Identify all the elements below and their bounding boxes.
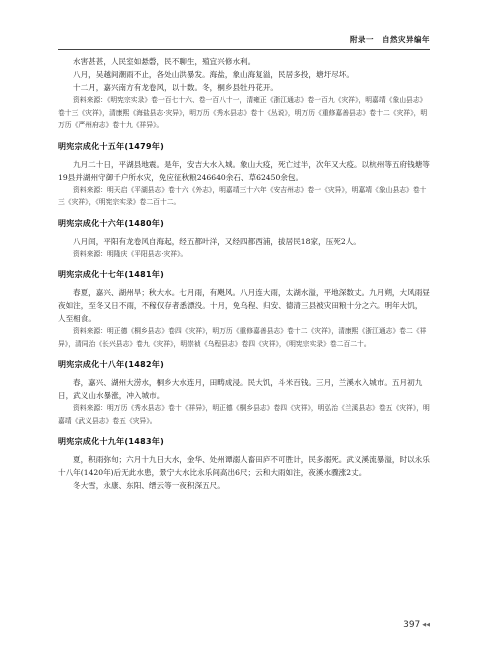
year-section [58,359,430,427]
paragraph: 八月闰，平阳有龙卷风自海起，经五都叶洋，又经四都西浦，拔居民18家，压死2人。 [73,236,361,246]
running-header: 附录一 自然灾异编年 [58,34,430,50]
page-number: 397 [403,620,421,630]
source-citation: 资料来源：明正德《桐乡县志》卷四《灾祥》，明万历《重修嘉善县志》卷十二《灾祥》，清康熙《浙江通志》卷二《祥异》，清同治《长兴县志》卷九《灾祥》，明崇祯《乌程县志》卷四《灾祥》，《明宪宗实录》卷二百二十。 [58,327,427,348]
intro-block [58,55,430,132]
paragraph: 夏，积雨弥旬；六月十九日大水，金华、处州谭溺人畜田庐不可胜计，民多溺死。武义溪流暴溢，时以永乐十八年(1420年)后无此水患，景宁大水比永乐间高出6尺；云和大雨如注，夜溪水骤涨2丈。 [58,455,430,477]
section-title: 明宪宗成化十九年(1483年) [58,437,165,446]
year-section [58,218,430,261]
source-citation: 资料来源：明万历《秀水县志》卷十《祥异》，明正德《桐乡县志》卷四《灾祥》，明弘治《兰溪县志》卷五《灾祥》，明嘉靖《武义县志》卷五《灾异》。 [58,404,430,425]
section-title: 明宪宗成化十五年(1479年) [58,141,165,151]
section-title: 明宪宗成化十六年(1480年) [58,218,165,228]
page-footer [403,620,430,630]
sections-container [58,141,430,493]
year-section [58,141,430,209]
section-title: 明宪宗成化十八年(1482年) [58,360,165,369]
year-section [58,269,430,350]
paragraph: 八月，吴越间潮雨不止，各处山洪暴发。海盐，象山海复溢，民居多投，塘圩尽坏。 [73,70,354,79]
paragraph: 九月二十日，平湖县地震。是年，安吉大水入城。象山大疫，死亡过半，次年又大疫。以杭州等五府钱塘等19县并湖州守御千户所水灾，免应征秋粮246640余石、草62450余包。 [58,159,430,182]
source-citation: 资料来源：明隆庆《平阳县志·灾祥》。 [73,249,188,258]
page [58,34,430,492]
paragraph: 水害甚甚，人民室如悬磬，民不聊生，殖宜兴修水利。 [73,57,256,66]
paragraph: 冬大雪，永康、东阳、缙云等一夜积深五尺。 [73,481,225,490]
paragraph: 十二月，嘉兴南方有龙卷风，以十数。冬，桐乡县牡丹花开。 [73,83,279,92]
paragraph: 春夏，嘉兴、湖州旱；秋大水。七月雨，有飓风。八月连大雨，太湖水溢，平地深数丈。九月朔，大风雨昼夜如注，至冬又日不雨，不稼仅存者悉漂没。十月，免乌程、归安、德清三县被灾田粮十分之六。明年大饥，人至相食。 [58,288,430,323]
section-title: 明宪宗成化十七年(1481年) [58,270,165,279]
paragraph: 春，嘉兴、湖州大涝水，桐乡大水连月，田畴成浸。民大饥，斗米百钱。三月，兰溪水入城市。五月初九日，武义山水暴涨，冲入城市。 [58,378,423,400]
year-section [58,436,430,492]
page-mark: ◀◀ [422,621,430,628]
source-citation: 资料来源：《明宪宗实录》卷一百七十六、卷一百八十一，清雍正《浙江通志》卷一百九《灾祥》，明嘉靖《象山县志》卷十三《灾祥》，清康熙《海盐县志·灾异》，明万历《秀水县志》卷十《丛说》，明万历《重修嘉善县志》卷十二《灾祥》，明万历《严州府志》卷十九《祥异》。 [58,96,428,129]
source-citation: 资料来源：明天启《平湖县志》卷十六《外志》，明嘉靖三十六年《安吉州志》卷一《灾异》，明嘉靖《象山县志》卷十三《灾祥》，《明宪宗实录》卷二百十二。 [58,185,427,206]
